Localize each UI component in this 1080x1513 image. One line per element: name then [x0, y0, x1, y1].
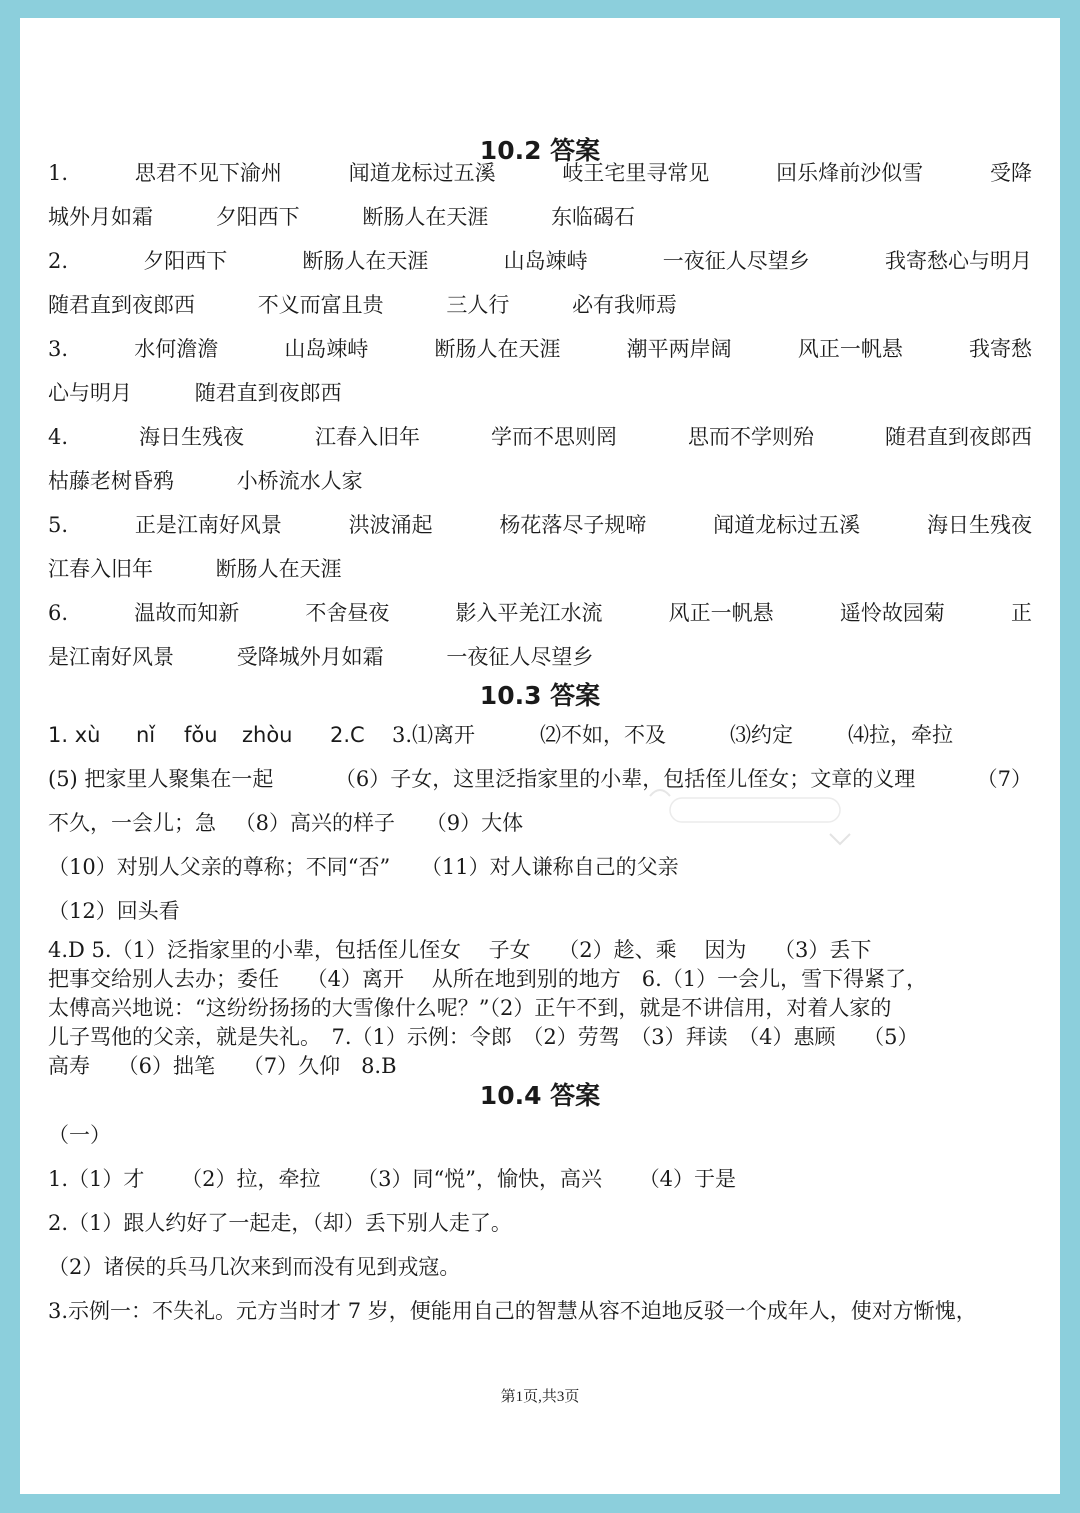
answer-phrase: 水何澹澹	[134, 337, 219, 361]
answer-phrase: 受降	[989, 161, 1032, 185]
answer-phrase: 东临碣石	[551, 205, 636, 229]
answer-phrase: （4）于是	[638, 1167, 737, 1191]
answer-line	[48, 290, 1032, 320]
pinyin: nǐ	[136, 723, 156, 747]
answer-phrase: 小桥流水人家	[236, 469, 363, 493]
answer-line: 3.示例一：不失礼。元方当时才 7 岁，便能用自己的智慧从容不迫地反驳一个成年人，使对方惭愧，	[48, 1299, 977, 1323]
answer-phrase: 学而不思则罔	[491, 425, 617, 449]
answer-line	[48, 466, 1032, 496]
answer-phrase: 夕阳西下	[143, 249, 228, 273]
answer-phrase: （9）大体	[425, 811, 524, 835]
answer-line	[48, 1164, 1032, 1194]
answer-phrase: 1.（1）才	[48, 1167, 145, 1191]
answer-phrase: （8）高兴的样子	[234, 811, 396, 835]
pinyin: zhòu	[242, 723, 293, 747]
answer-phrase: 遥怜故园菊	[839, 601, 945, 625]
answer-phrase: 断肠人在天涯	[302, 249, 429, 273]
answer-phrase: 2.C	[330, 723, 365, 747]
answer-phrase: 随君直到夜郎西	[194, 381, 342, 405]
answer-phrase: 影入平羌江水流	[455, 601, 603, 625]
answer-line: （12）回头看	[48, 899, 180, 923]
answer-line: 2.（1）跟人约好了一起走，（却）丢下别人走了。	[48, 1211, 512, 1235]
watermark-icon	[640, 776, 880, 856]
answer-phrase: 断肠人在天涯	[215, 557, 342, 581]
item-number: 3.	[48, 337, 69, 361]
answer-phrase: 温故而知新	[134, 601, 240, 625]
answer-line	[48, 554, 1032, 584]
answer-phrase: 断肠人在天涯	[362, 205, 489, 229]
answer-phrase: 闻道龙标过五溪	[713, 513, 861, 537]
answer-phrase: 随君直到夜郎西	[884, 425, 1032, 449]
item-number: 1.	[48, 161, 69, 185]
answer-line	[48, 852, 1032, 882]
sub-heading: （一）	[48, 1123, 111, 1147]
pinyin: 1. xù	[48, 723, 101, 747]
answer-phrase: （3）同“悦”，愉快，高兴	[357, 1167, 602, 1191]
answer-line	[48, 808, 1032, 838]
answer-phrase: 山岛竦峙	[284, 337, 369, 361]
answer-paragraph-line: 太傅高兴地说：“这纷纷扬扬的大雪像什么呢？”（2）正午不到，就是不讲信用，对着人家的	[48, 996, 892, 1020]
answer-phrase: 一夜征人尽望乡	[662, 249, 810, 273]
answer-phrase: 断肠人在天涯	[434, 337, 561, 361]
answer-phrase: 心与明月	[48, 381, 132, 405]
pinyin: fǒu	[184, 723, 218, 747]
page-footer: 第1页,共3页	[500, 1389, 580, 1405]
answer-phrase: 潮平两岸阔	[626, 337, 732, 361]
answer-paragraph-line: 儿子骂他的父亲，就是失礼。 7.（1）示例：令郎 （2）劳驾 （3）拜读 （4）惠顾 （5）	[48, 1025, 919, 1049]
answer-phrase: 闻道龙标过五溪	[348, 161, 496, 185]
answer-phrase: 枯藤老树昏鸦	[48, 469, 174, 493]
answer-phrase: （7）	[976, 767, 1032, 791]
answer-line	[48, 246, 1032, 276]
answer-line: （2）诸侯的兵马几次来到而没有见到戎寇。	[48, 1255, 461, 1279]
answer-phrase: 江春入旧年	[48, 557, 153, 581]
answer-phrase: 三人行	[446, 293, 510, 317]
answer-phrase: 夕阳西下	[215, 205, 300, 229]
section-title-10-3: 10.3 答案	[479, 681, 601, 710]
answer-phrase: 杨花落尽子规啼	[499, 513, 647, 537]
answer-paragraph-line: 高寿 （6）拙笔 （7）久仰 8.B	[48, 1054, 397, 1078]
answer-line	[48, 422, 1032, 452]
answer-phrase: 海日生残夜	[926, 513, 1032, 537]
answer-phrase: ⑷拉，牵拉	[848, 723, 953, 747]
answer-phrase: （2）拉，牵拉	[181, 1167, 321, 1191]
item-number: 5.	[48, 513, 69, 537]
section-title-10-4: 10.4 答案	[479, 1081, 601, 1110]
answer-phrase: 思而不学则殆	[687, 425, 814, 449]
answer-phrase: ⑵不如，不及	[540, 723, 666, 747]
answer-line	[48, 764, 1032, 794]
answer-phrase: 正	[1010, 601, 1032, 625]
answer-line	[48, 510, 1032, 540]
answer-phrase: 山岛竦峙	[503, 249, 588, 273]
answer-phrase: 受降城外月如霜	[236, 645, 384, 669]
answer-line	[48, 334, 1032, 364]
answer-phrase: 3.⑴离开	[392, 723, 476, 747]
answer-phrase: （10）对别人父亲的尊称；不同“否”	[48, 855, 391, 879]
answer-phrase: 我寄愁心与明月	[884, 249, 1032, 273]
answer-phrase: 不义而富且贵	[257, 293, 384, 317]
answer-phrase: 江春入旧年	[315, 425, 421, 449]
answer-phrase: 思君不见下渝州	[134, 161, 282, 185]
item-number: 4.	[48, 425, 69, 449]
answer-phrase: 正是江南好风景	[134, 513, 282, 537]
answer-phrase: 海日生残夜	[139, 425, 245, 449]
answer-phrase: 洪波涌起	[348, 513, 433, 537]
answer-line	[48, 158, 1032, 188]
answer-phrase: 不舍昼夜	[305, 601, 390, 625]
answer-line	[48, 720, 1032, 750]
answer-phrase: (5) 把家里人聚集在一起	[48, 767, 274, 791]
answer-phrase: （6）子女，这里泛指家里的小辈，包括侄儿侄女；文章的义理	[334, 767, 916, 791]
answer-phrase: 一夜征人尽望乡	[446, 645, 594, 669]
item-number: 2.	[48, 249, 69, 273]
answer-line	[48, 202, 1032, 232]
answer-phrase: 随君直到夜郎西	[48, 293, 195, 317]
answer-phrase: 我寄愁	[968, 337, 1032, 361]
answer-phrase: 风正一帆悬	[668, 601, 774, 625]
answer-line	[48, 598, 1032, 628]
answer-phrase: （11）对人谦称自己的父亲	[420, 855, 679, 879]
answer-line	[48, 642, 1032, 672]
answer-phrase: 是江南好风景	[48, 645, 174, 669]
answer-phrase: 岐王宅里寻常见	[562, 161, 710, 185]
section-title-10-2: 10.2 答案	[479, 136, 601, 165]
answer-paragraph-line: 4.D 5.（1）泛指家里的小辈，包括侄儿侄女 子女 （2）趁、乘 因为 （3）丢下	[48, 938, 872, 962]
answer-paragraph-line: 把事交给别人去办；委任 （4）离开 从所在地到别的地方 6.（1）一会儿，雪下得紧了，	[48, 967, 928, 991]
answer-phrase: 风正一帆悬	[797, 337, 903, 361]
answer-phrase: 不久，一会儿；急	[48, 811, 216, 835]
answer-phrase: ⑶约定	[730, 723, 793, 747]
answer-phrase: 必有我师焉	[572, 293, 678, 317]
item-number: 6.	[48, 601, 69, 625]
answer-phrase: 回乐烽前沙似雪	[776, 161, 924, 185]
answer-line	[48, 378, 1032, 408]
answer-phrase: 城外月如霜	[48, 205, 153, 229]
document-page	[20, 18, 1060, 1494]
